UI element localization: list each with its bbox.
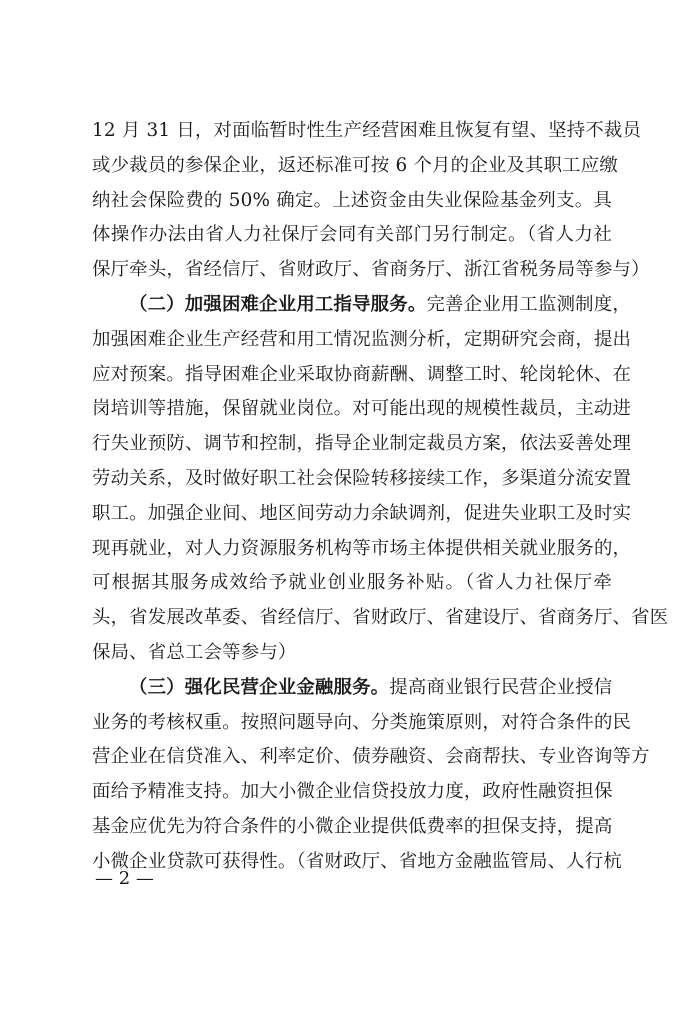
text-line: 基金应优先为符合条件的小微企业提供低费率的担保支持，提高 [92, 815, 613, 837]
text-line: 可根据其服务成效给予就业创业服务补贴。（省人力社保厅牵 [92, 572, 612, 594]
text-line: 12 月 31 日，对面临暂时性生产经营困难且恢复有望、坚持不裁员 [92, 120, 642, 141]
section-heading: （二）加强困难企业用工指导服务。 [129, 293, 427, 315]
text-line: 面给予精准支持。加大小微企业信贷投放力度，政府性融资担保 [92, 781, 613, 803]
text-line: 保厅牵头，省经信厅、省财政厅、省商务厅、浙江省税务局等参与） [92, 259, 650, 281]
section-heading: （三）强化民营企业金融服务。 [129, 676, 390, 698]
text-line: 职工。加强企业间、地区间劳动力余缺调剂，促进失业职工及时实 [92, 502, 632, 524]
text-line: 加强困难企业生产经营和用工情况监测分析，定期研究会商，提出 [92, 328, 632, 350]
text-line: 行失业预防、调节和控制，指导企业制定裁员方案，依法妥善处理 [92, 433, 632, 455]
text-line: 保局、省总工会等参与） [92, 641, 297, 663]
text-line: 或少裁员的参保企业，返还标准可按 6 个月的企业及其职工应缴 [92, 154, 618, 176]
text-line: 头，省发展改革委、省经信厅、省财政厅、省建设厅、省商务厅、省医 [92, 607, 669, 629]
text-line: 业务的考核权重。按照问题导向、分类施策原则，对符合条件的民 [92, 711, 632, 733]
text-line: 小微企业贷款可获得性。（省财政厅、省地方金融监管局、人行杭 [92, 850, 622, 872]
page-number: — 2 — [95, 868, 154, 889]
text-line: 劳动关系，及时做好职工社会保险转移接续工作，多渠道分流安置 [92, 467, 632, 489]
section-first-line [92, 671, 612, 706]
text-line: 完善企业用工监测制度， [426, 293, 631, 315]
text-line: 体操作办法由省人力社保厅会同有关部门另行制定。（省人力社 [92, 224, 612, 246]
body-text [92, 114, 669, 880]
text-line: 纳社会保险费的 50% 确定。上述资金由失业保险基金列支。具 [92, 189, 612, 211]
text-line: 提高商业银行民营企业授信 [389, 676, 613, 698]
text-line: 营企业在信贷准入、利率定价、债券融资、会商帮扶、专业咨询等方 [92, 746, 650, 768]
text-line: 现再就业，对人力资源服务机构等市场主体提供相关就业服务的， [92, 537, 632, 559]
section-first-line [92, 288, 631, 323]
text-line: 岗培训等措施，保留就业岗位。对可能出现的规模性裁员，主动进 [92, 398, 632, 420]
text-line: 应对预案。指导困难企业采取协商薪酬、调整工时、轮岗轮休、在 [92, 363, 632, 385]
